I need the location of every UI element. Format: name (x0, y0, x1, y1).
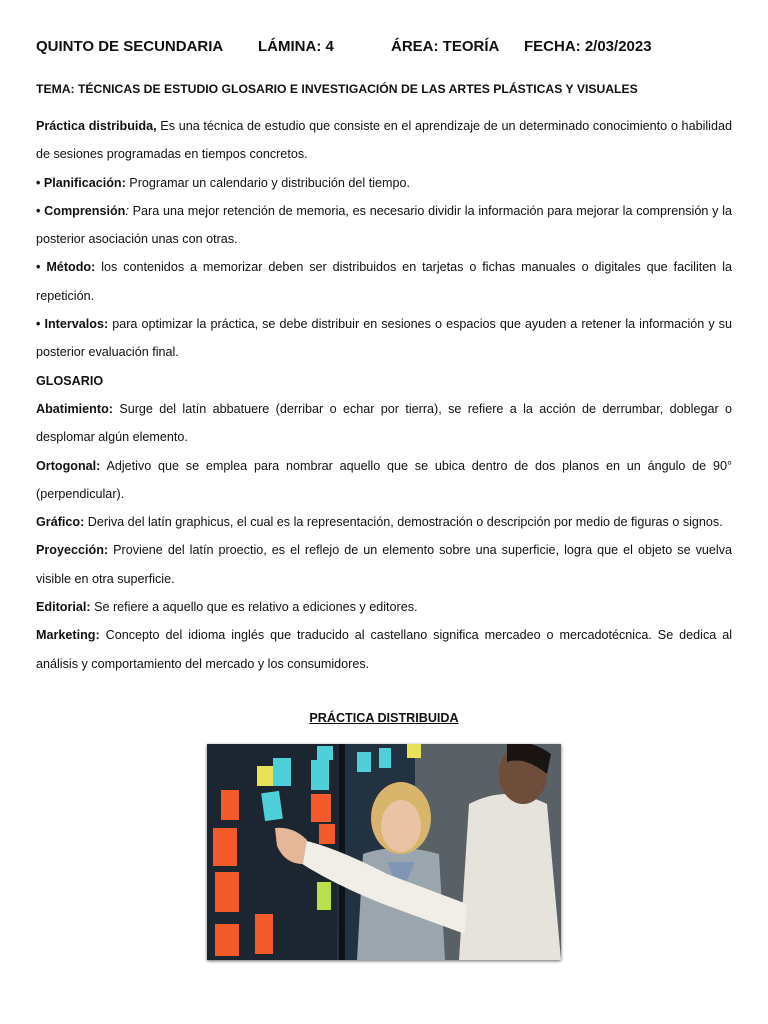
glossary-term: Ortogonal: (36, 458, 101, 473)
photo-illustration (207, 744, 561, 960)
bullet-planning (36, 169, 732, 197)
intro-term: Práctica distribuida, (36, 119, 157, 133)
bullet-text: para optimizar la práctica, se debe distribuir en sesiones o espacios que ayuden a retener la información y su posterior evaluación final. (36, 317, 732, 360)
header (36, 38, 732, 60)
glossary-term: Editorial: (36, 600, 91, 615)
sticky-notes-photo (207, 744, 561, 960)
glossary-entry (36, 621, 732, 678)
bullet-comprehension (36, 197, 732, 254)
bullet-term: • Método: (36, 260, 96, 275)
bullet-text: los contenidos a memorizar deben ser distribuidos en tarjetas o fichas manuales o digitales que faciliten la repetición. (36, 260, 732, 303)
topic-title: TEMA: TÉCNICAS DE ESTUDIO GLOSARIO E INVESTIGACIÓN DE LAS ARTES PLÁSTICAS Y VISUALES (36, 82, 638, 96)
grade-level: QUINTO DE SECUNDARIA (36, 38, 224, 55)
glossary-entry (36, 593, 732, 621)
intro-paragraph (36, 112, 732, 169)
bullet-term-suffix: : (125, 203, 129, 218)
glossary-definition: Adjetivo que se emplea para nombrar aquello que se ubica dentro de dos planos en un ángulo de 90° (perpendicular). (36, 458, 732, 501)
glossary-term: Proyección: (36, 543, 109, 558)
sticky-note (215, 872, 239, 912)
sticky-note (317, 746, 333, 760)
sticky-note (379, 748, 391, 768)
sheet-number: LÁMINA: 4 (258, 38, 334, 55)
glossary-entry (36, 536, 732, 593)
intro-text: Es una técnica de estudio que consiste en el aprendizaje de un determinado conocimiento o habilidad de sesiones programadas en tiempos concretos. (36, 119, 732, 162)
board-frame (339, 744, 345, 960)
glossary-definition: Surge del latín abbatuere (derribar o echar por tierra), se refiere a la acción de derrumbar, doblegar o desplomar algún elemento. (36, 401, 732, 445)
sticky-note (213, 828, 237, 866)
glossary-definition: Se refiere a aquello que es relativo a ediciones y editores. (90, 600, 418, 615)
glossary-definition: Concepto del idioma inglés que traducido al castellano significa mercadeo o mercadotécnica. Se dedica al análisis y comportamiento del mercado y los consumidores. (36, 628, 732, 671)
subject-area: ÁREA: TEORÍA (391, 38, 500, 55)
bullet-text: Para una mejor retención de memoria, es necesario dividir la información para mejorar la comprensión y la posterior asociación unas con otras. (36, 203, 733, 247)
glossary-entry (36, 452, 732, 509)
glossary-definition: Proviene del latín proectio, es el reflejo de un elemento sobre una superficie, logra que el objeto se vuelva visible en otra superficie. (36, 543, 732, 586)
bullet-intervals (36, 310, 732, 367)
sticky-note (407, 744, 421, 758)
sticky-note (215, 924, 239, 956)
figure-title: PRÁCTICA DISTRIBUIDA (309, 711, 459, 725)
sticky-note (273, 758, 291, 786)
glossary-definition: Deriva del latín graphicus, el cual es la representación, demostración o descripción por medio de figuras o signos. (84, 515, 723, 530)
sticky-note (311, 760, 329, 790)
body-text (36, 112, 732, 678)
sticky-note (311, 794, 331, 822)
glossary-title: GLOSARIO (36, 373, 104, 388)
sticky-note (255, 914, 273, 954)
sticky-note (357, 752, 371, 772)
sticky-note (257, 766, 273, 786)
glossary-term: Abatimiento: (36, 401, 113, 416)
bullet-term: • Planificación: (36, 175, 126, 190)
sticky-note (317, 882, 331, 910)
glossary-entry (36, 508, 732, 536)
sticky-note (221, 790, 239, 820)
bullet-term: • Comprensión (36, 203, 126, 218)
bullet-term: • Intervalos: (36, 317, 109, 332)
sticky-note (319, 824, 335, 844)
bullet-text: Programar un calendario y distribución del tiempo. (125, 175, 410, 190)
glossary-term: Gráfico: (36, 515, 85, 530)
glossary-entry (36, 395, 732, 452)
date: FECHA: 2/03/2023 (524, 38, 652, 55)
glossary-term: Marketing: (36, 628, 100, 643)
bullet-method (36, 253, 732, 310)
